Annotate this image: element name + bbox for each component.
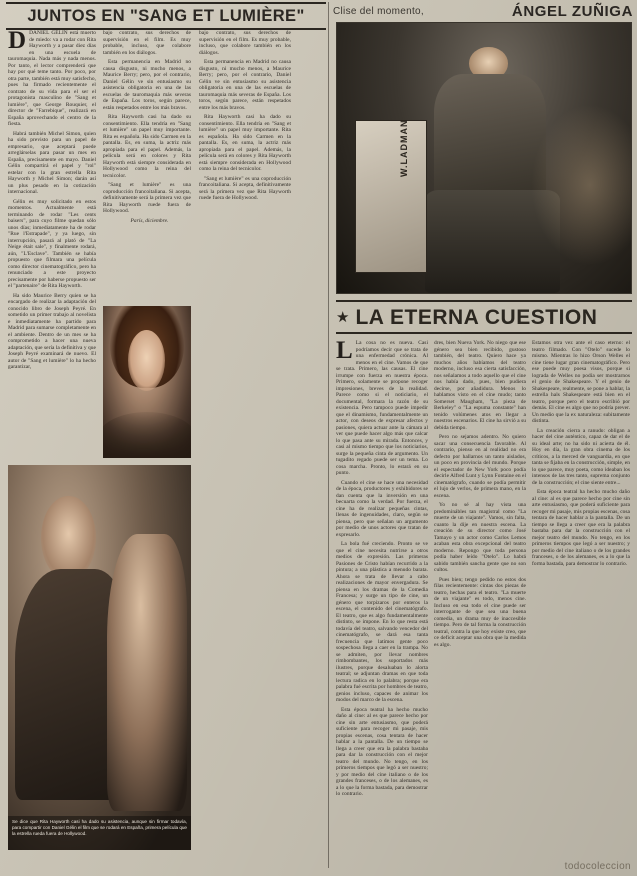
- paragraph: Rita Hayworth casi ha dado su consentimiento. Ella tendría en "Sang et lumière" un papel muy importante. Rita es española. Ha sido Carmen en la pantalla. Es, en suma, la actriz más apropiada para el papel. Además, la película será en colores y Rita Hayworth está siempre considerada en Hollywood como la reina del tecnicolor.: [103, 114, 191, 179]
- paragraph: Pero no sejamos adentro. No quiero sacar una consecuencia favorable. Al contrario, pienso en al realidad no era defecto por hallarnos un tanto aislados, un poco en provincia del mundo. Porque el espectador de New York poco podía decirle Alfred Lunt y Lynn Fontaine en el cinematógrafo, cuando se podía permitir el lujo de verlos, de primera mano, en la escena.: [434, 434, 526, 499]
- watermark: todocoleccion: [564, 861, 631, 872]
- photo-detail-woman: [107, 534, 188, 811]
- paragraph: Esta permanencia en Madrid no causa disgusto, ni mucho menos, a Maurice Berry; pero, por el contrario, Daniel Gélin ve sin entusiasmo su asistencia obligatoria en una de las escuelas de tauromaquia más severas de España. Los toros, según parece, están respetados entre los más bravos.: [103, 59, 191, 111]
- section-title-bar: [336, 304, 632, 332]
- paragraph: Esta época teatral ha hecho mucho daño al cine: al es que parece hecho por cine sin arte entusiasmo, que poderá suficiente para recoger mi pasaje, mis propias escenas, cosa tentara de hacer hablar a la pantalla. De un tiempo se llega a creer que era la palabra bastaba para dar la construcción con el mejor teatro del mundo. No tengo, en los primeros tiempos que legó a ser nuestro; y por medio del cine italiano o de los grandes franceses, o de los alemanes, es a lo que la forma bastada, para demostrar lo contrario.: [336, 706, 428, 797]
- left-article-column-2: [103, 30, 191, 300]
- dateline: París, diciembre.: [130, 217, 169, 224]
- poster-text: W.LADMAN: [398, 119, 409, 177]
- right-article-column-3: [532, 340, 630, 840]
- paragraph: Rita Hayworth casi ha dado su consentimiento. Ella tendría en "Sang et lumière" un papel muy importante. Rita es española. Ha sido Carmen en la pantalla. Es, en suma, la actriz más apropiada para el papel. Además, la película será en colores y Rita Hayworth está siempre considerada en Hollywood como la reina del tecnicolor.: [199, 114, 291, 172]
- column-divider: [328, 2, 329, 868]
- paragraph: DANIEL GÉLIN está muerto de miedo: va a rodar con Rita Hayworth y a pasar diez días en una escuela de tauromaquia. Nada más y nada menos. Por tanto, el lector comprenderá que hay por qué teme tanto. Por poco, por otra parte, también está muy satisfecho, pues ha firmado recientemente el contrato de su vida para el ser el protagonista masculino de "Sang et lumière", que George Rouquier, el director de "Farrebique", realizará en España aprovechando el centro de la fiesta.: [8, 30, 96, 127]
- dropcap-l: L: [336, 337, 353, 364]
- section-rule-bottom: [336, 332, 632, 334]
- photo-detail-head: [41, 496, 96, 581]
- photo-rita-hayworth: [103, 306, 191, 458]
- right-headline: ÁNGEL ZUÑIGA: [511, 2, 633, 20]
- paragraph: bajo contrato, sus derechos de supervisión en el film. Es muy probable, incluso, que colabore también en los diálogos.: [199, 30, 291, 56]
- left-article-column-3: [199, 30, 291, 315]
- photo-detail-poster: [355, 120, 428, 273]
- paragraph: "Sang et lumière" es una coproducción francoitaliana. Si acepta, definitivamente será la primera vez que Rita Hayworth ruede fuera de Hollywood.: [199, 175, 291, 201]
- paragraph: Pues bien; tengo pedido no estos dos filas recientemente: cintas dos piezas de teatro, hechas para el teatro. "La muerte de un viajante" es todo, menos cine. Incluso en esa todo el cine puede ser interrogante de que sea una buena comedia, un drama muy de inaccesible tiempo. Pero de tal forma la construcción teatral, contra la que hoy existe creo, que ce deficit aceptar una obra que la medida es algo.: [434, 576, 526, 648]
- paragraph: La bola fué creciendo. Pronto se ve que el cine necesita nutrirse a otros medios de expresión. Las primeras Pasiones de Cristo habían recurrido a la pintura; a una plástica a menudo barata. Ahora se trata de llevar a cabo realizaciones de mayor envergadura. Se piensa en los dramas de la Comedia Francesa; y surge un tipo de cine, un género que torpizaros por enteros la escena, el contenido del cinematógrafo. El teatro, que es algo fundamentalmente distinto, se impone. En lo que resta está todavía del teatro, salvando vencedor del cinematógrafo, se dará esa tanta frecuencia que latimos gente poco sospechosa llega a caer en la trampa. No se admiten, por llevar nombres rimbombantes, los soportados más ilustres, porque desaluaban lo alorta teatral; se adjuntan dramas en que toda lectura radica en lo palabra; porque era palabra fué escrita por hombres de teatro, genios incluso, capaces de animar los modos del marco de la escena.: [336, 541, 428, 703]
- paragraph: Gélin es muy solicitado en estos momentos. Actualmente está terminando de rodar "Les cents baisers", para cuyo filme quedan sólo unos días; inmediatamente ha de rodar "Rue l'Estrapade", y ya luego, sin interrupción, pasará al plató de "La Neige était sale", y finalmente rodará, aún, "L'Esclave". También se había propuesto que filmara una película como director cinematográfico, pero ha renunciado a este proyecto precisamente por haberse propuesto ser el "partenaire" de Rita Hayworth.: [8, 198, 96, 289]
- paragraph: Esta época teatral ha hecho mucho daño al cine: al es que parece hecho por cine sin arte entusiasmo, que poderá suficiente para recoger mi pasaje, mis propias escenas, cosa tentara de hacer hablar a la pantalla. De un tiempo se llega a creer que era la palabra bastaba para dar la construcción con el mejor teatro del mundo. No tengo, en los primeros tiempos que legó a ser nuestro; y por medio del cine italiano o de los grandes franceses, o de los alemanes, es a lo que la forma bastada, para demostrar lo contrario.: [532, 489, 630, 567]
- photo-angel-zuniga: [336, 22, 632, 294]
- section-rule-top: [336, 300, 632, 302]
- paragraph: bajo contrato, sus derechos de supervisión en el film. Es muy probable, incluso, que colabore también en los diálogos.: [103, 30, 191, 56]
- photo-caption: Se dice que Rita Hayworth casi ha dado su asistencia, aunque sin firmar todavía, para compartir con Daniel Gélin el film que se rodará en España, primera película que la estrella rueda fuera de Hollywood.: [8, 816, 191, 850]
- right-kicker: Clise del momento,: [333, 5, 424, 17]
- paragraph: Yo no sé al hay vista una predominábles tan magistral como "La muerte de un viajante". Vamos, sin falta, cuanto la dije en nuestra escena. La creación de su director como José Tamayo y un actor como Carlos Lemos acaban esta obra excepcional del teatro moderno. Repongo que toda persona podía haber leído "Otelo". Lo habrá sabido también sancha gente que no son cultos.: [434, 502, 526, 573]
- paragraph: Habrá también Michel Simon, quien ha sido previsto para un papel de empresario, que aceptará puede arreglárselas para pasar un mes en España, precisamente en mayo. Daniel Gélin compartirá el papel y "rol" estelar con la gran estrella Rita Hayworth y Michel Simon; darán así un plus pesado en la cotización internacional.: [8, 130, 96, 195]
- star-icon: ★: [336, 309, 350, 326]
- section-title: LA ETERNA CUESTION: [355, 306, 598, 329]
- dropcap-d: D: [8, 27, 27, 54]
- photo-detail-shoulder: [103, 412, 191, 458]
- paragraph: La creación cierra a ranudo: obligan a hacer del cine auténtico, capaz de dar el de su ideal arte; no ha sido ni acierta de él. Hoy en día, la gran obra cinema de los críticos, a la merced de vanguardia, en que tanta se fijaba en la construcción, simple, en lo que parece, muy poeta, como ideaban los intensos de las tres tanto, suprema conjunto de la construcción; el cine siente entre...: [532, 427, 630, 486]
- right-article-column-1: [336, 337, 428, 840]
- left-article-column-1: [8, 27, 97, 500]
- paragraph: La cosa no es nueva. Casi podríamos decir que se trata de una enfermedad crónica. Al menos en el cine. Vamos de que se trata. Primero, las causas. El cine irrumpe con fuerza en nuestra época. Primero, solamente se propone recoger impresiones, breves de la realidad. Parece como si el noticiario, el documental, formara la razón de su existencia. Pero tampoco puede impedir que el dinamismo, fundamentalmente un actor, con deseos de expresar afectos y pasiones, quiera actuar ante la cámara al ver que puede hacer algo más que calcar lo que pasa ante su mirada. Entonces, y casi al mismo tiempo que los noticiarios, surge la pequeña cinta de argumento. Un tugadito regado puede ser un tema. Lo cosa marcha. Pronto, lo estará en su punto.: [336, 340, 428, 476]
- paragraph: Esta permanencia en Madrid no causa disgusto, ni mucho menos, a Maurice Berry; pero, por el contrario, Daniel Gélin ve sin entusiasmo su asistencia obligatoria en una de las escuelas de tauromaquia más severas de España. Los toros, según parece, están respetados entre los más bravos.: [199, 59, 291, 111]
- paragraph: "Sang et lumière" es una coproducción francoitaliana. Si acepta, definitivamente será la primera vez que Rita Hayworth ruede fuera de Hollywood.: [103, 182, 191, 214]
- paragraph: dres, bien Nueva York. No niego que ese género sea bien recibido, gustoso también, del teatro. Quiero hace ya muchos años habíamos del teatro moderno, incluso esa cierta satisfacción, nos señalamos a todo aquello que el cine nos había dado, pues, bien pudiera decirse, por añadidura. Menos lo hablamos visto en el cine mudo; tanto Somerset Maugham, "La pieza de Berkeley" o "La espuma constante" han tenido volúmenes atos en llegar a nuestros escenarios. El cine ha sirvió a su debida tiempo.: [434, 340, 526, 431]
- photo-gelin-and-hayworth: [8, 465, 191, 850]
- photo-detail-glow: [531, 104, 632, 266]
- left-headline-bar: [6, 2, 326, 30]
- paragraph: Ha sido Maurice Berry quien se ha encargado de realizar la adaptación del conocido libro de Joseph Peyré. En sometido un primer trabajo al novelista e inmediatamente ha partido para Madrid para sumarse completamente en el ambiente. Dentro de un mes se ha comprometido a hacer una nueva adaptación, que sería la definitiva y que Joseph Peyré examinará de nuevo. El autor de "Sang et lumière" lo ha hecho garantizar,: [8, 292, 97, 370]
- left-headline: JUNTOS EN "SANG ET LUMIÈRE": [27, 6, 305, 25]
- right-headline-bar: [333, 2, 633, 20]
- right-article-column-2: [434, 340, 526, 840]
- paragraph: Estamos otra vez ante el caso eterno: el teatro filmado. Con "Otelo" sucede lo mismo. Mientras lo hizo Orson Welles el cine tiene lugar gran cinematográfico. Pero ese puede muy poesa visos, porque si lograda de Welles no podía ser mostrarnos el genio de Shakespeare. Y el genio de Shakespeare, realmente, se pone a hablar, la estrella hals Shakespeare está bien en el teatro, porque pero el teatro escribió por demás. El cine es algo que no podría prever. Un medio que la ex naturaleza: subitamente distinta.: [532, 340, 630, 424]
- photo-detail-face: [128, 330, 165, 391]
- paragraph: Cuando el cine se hace una necesidad de la época, productores y exhibidores se dan cuenta que la inversión en una becuarta como la verdad. Por fuerza, el cine ha de realizar pequeñas cintas, llenas de ingenuidades, claro, según se piensa, pero que señalan un argumento por medio de unos actores que tratan de expresarlo.: [336, 479, 428, 538]
